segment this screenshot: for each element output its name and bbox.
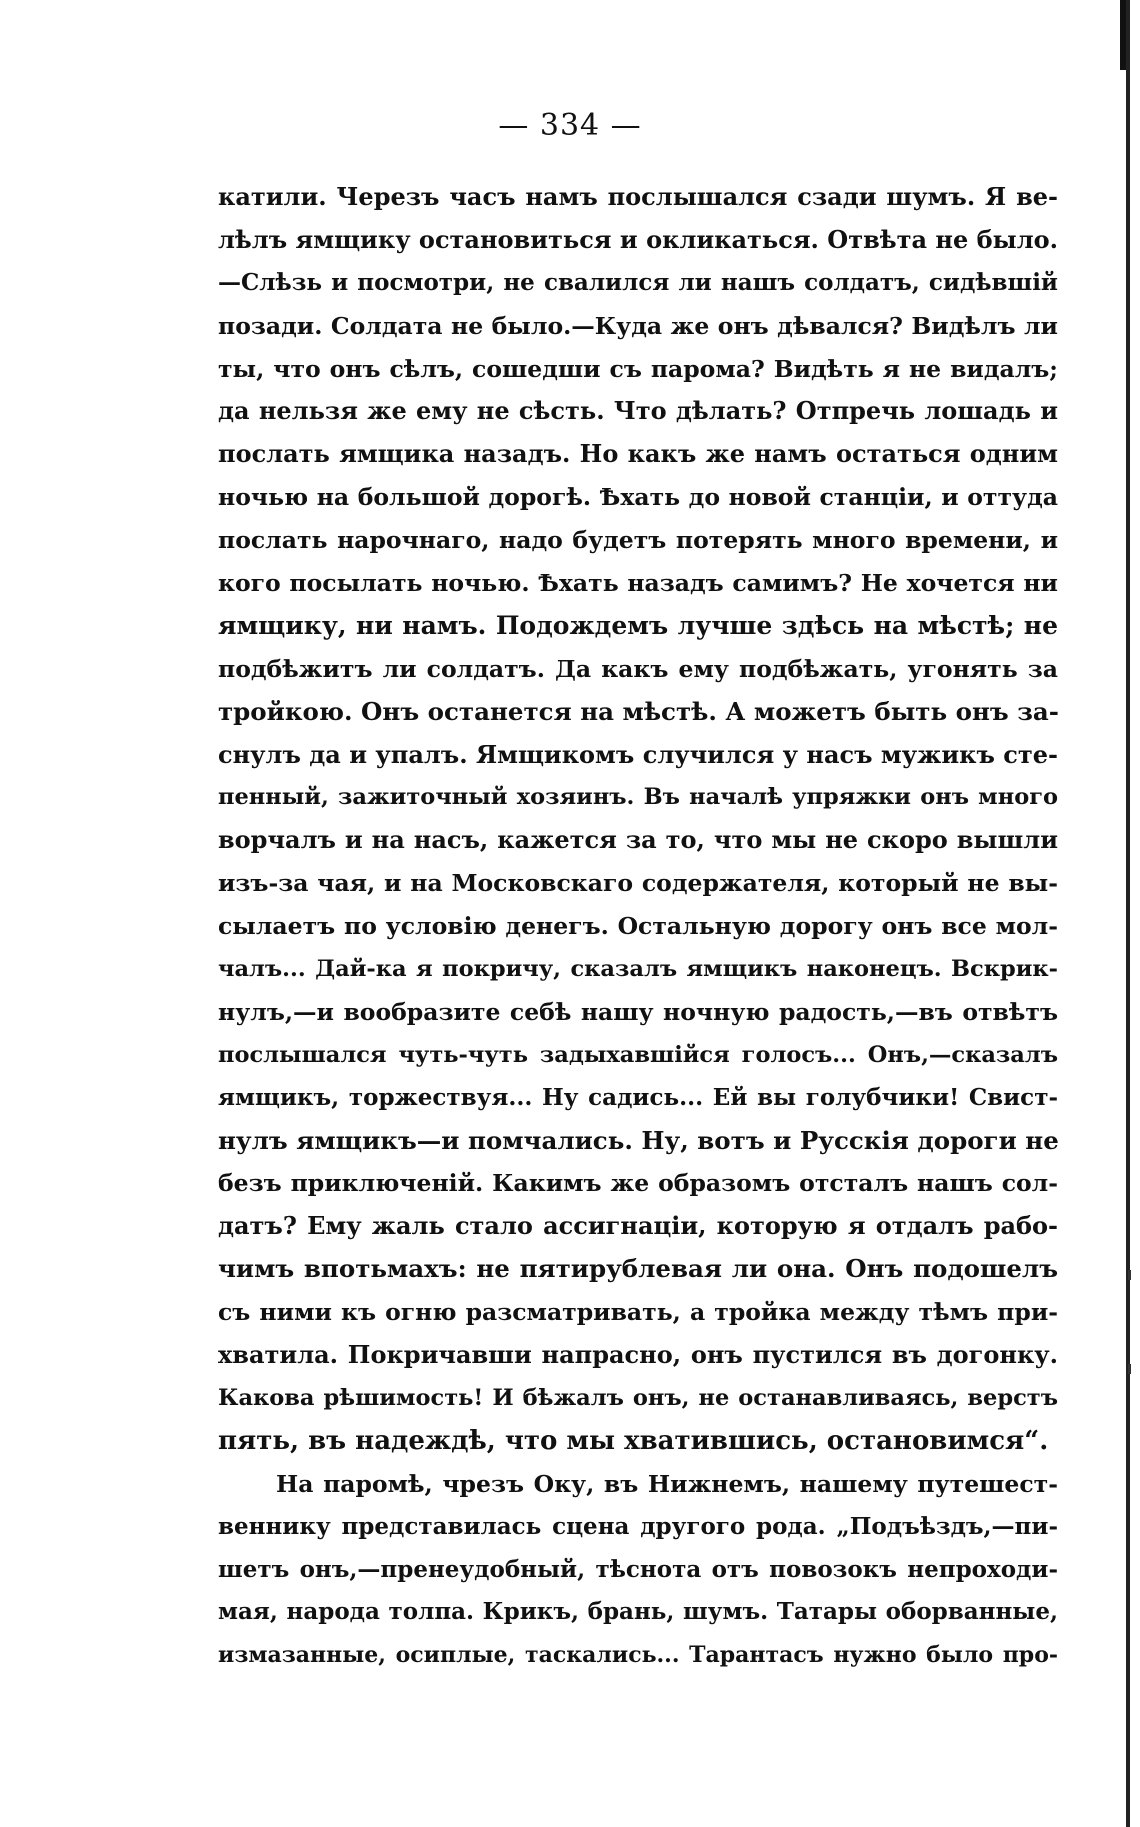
text-line: веннику представилась сцена другого рода. „Подъѣздъ,—пи-: [218, 1512, 1058, 1540]
text-line: лѣлъ ямщику остановиться и окликаться. Отвѣта не было.: [218, 224, 1058, 254]
text-line: шетъ онъ,—пренеудобный, тѣснота отъ повозокъ непроходи-: [218, 1555, 1058, 1583]
text-line: ночью на большой дорогѣ. Ѣхать до новой станціи, и оттуда: [218, 483, 1058, 512]
text-line: съ ними къ огню разсматривать, а тройка между тѣмъ при-: [218, 1298, 1058, 1327]
text-line: позади. Солдата не было.—Куда же онъ дѣвался? Видѣлъ ли: [218, 311, 1058, 340]
text-line: —Слѣзь и посмотри, не свалился ли нашъ солдатъ, сидѣвшій: [218, 268, 1058, 296]
text-line: ворчалъ и на насъ, кажется за то, что мы не скоро вышли: [218, 825, 1058, 855]
text-line: нулъ,—и вообразите себѣ нашу ночную радость,—въ отвѣтъ: [218, 997, 1058, 1026]
text-line: пенный, зажиточный хозяинъ. Въ началѣ упряжки онъ много: [218, 784, 1058, 811]
text-line: подбѣжитъ ли солдатъ. Да какъ ему подбѣжать, угонять за: [218, 654, 1058, 683]
text-line: да нельзя же ему не сѣсть. Что дѣлать? Отпречь лошадь и: [218, 396, 1058, 426]
binding-edge: [1126, 0, 1130, 1827]
text-line: кого посылать ночью. Ѣхать назадъ самимъ? Не хочется ни: [218, 569, 1058, 598]
text-line: ямщику, ни намъ. Подождемъ лучше здѣсь на мѣстѣ; не: [218, 610, 1058, 640]
text-line: ямщикъ, торжествуя... Ну садись... Ей вы голубчики! Свист-: [218, 1083, 1058, 1111]
text-line: послать нарочнаго, надо будетъ потерять много времени, и: [218, 526, 1058, 555]
text-line: нулъ ямщикъ—и помчались. Ну, вотъ и Русскія дороги не: [218, 1125, 1059, 1155]
text-line: измазанные, осиплые, таскались... Тарантасъ нужно было про-: [218, 1642, 1058, 1669]
text-line: датъ? Ему жаль стало ассигнаціи, которую я отдалъ рабо-: [218, 1211, 1058, 1241]
text-line: пять, въ надеждѣ, что мы хватившись, остановимся“.: [218, 1425, 1049, 1456]
text-line: снулъ да и упалъ. Ямщикомъ случился у насъ мужикъ сте-: [218, 739, 1058, 769]
page-number: — 334 —: [498, 108, 642, 143]
body-text: [218, 176, 1058, 1677]
text-line: ты, что онъ сѣлъ, сошедши съ парома? Видѣть я не видалъ;: [218, 354, 1058, 383]
text-line: хватила. Покричавши напрасно, онъ пустился въ догонку.: [218, 1340, 1058, 1370]
text-line: тройкою. Онъ останется на мѣстѣ. А можетъ быть онъ за-: [218, 696, 1059, 726]
text-line: На паромѣ, чрезъ Оку, въ Нижнемъ, нашему путешест-: [276, 1469, 1058, 1498]
text-line: чалъ... Дай-ка я покричу, сказалъ ямщикъ наконецъ. Вскрик-: [218, 956, 1058, 983]
margin-mark: [1128, 1270, 1131, 1280]
text-line: безъ приключеній. Какимъ же образомъ отсталъ нашъ сол-: [218, 1169, 1058, 1198]
text-line: катили. Черезъ часъ намъ послышался сзади шумъ. Я ве-: [218, 182, 1058, 211]
text-line: чимъ впотьмахъ: не пятирублевая ли она. Онъ подошелъ: [218, 1254, 1058, 1284]
text-line: послать ямщика назадъ. Но какъ же намъ остаться одним: [218, 439, 1058, 469]
margin-mark: [1128, 1364, 1131, 1374]
text-line: послышался чуть-чуть задыхавшійся голосъ... Онъ,—сказалъ: [218, 1041, 1058, 1068]
text-line: мая, народа толпа. Крикъ, брань, шумъ. Татары оборванные,: [218, 1598, 1058, 1626]
text-line: изъ-за чая, и на Московскаго содержателя, который не вы-: [218, 869, 1058, 898]
text-line: Какова рѣшимость! И бѣжалъ онъ, не останавливаясь, верстъ: [218, 1384, 1058, 1411]
text-line: сылаетъ по условію денегъ. Остальную дорогу онъ все мол-: [218, 912, 1058, 941]
